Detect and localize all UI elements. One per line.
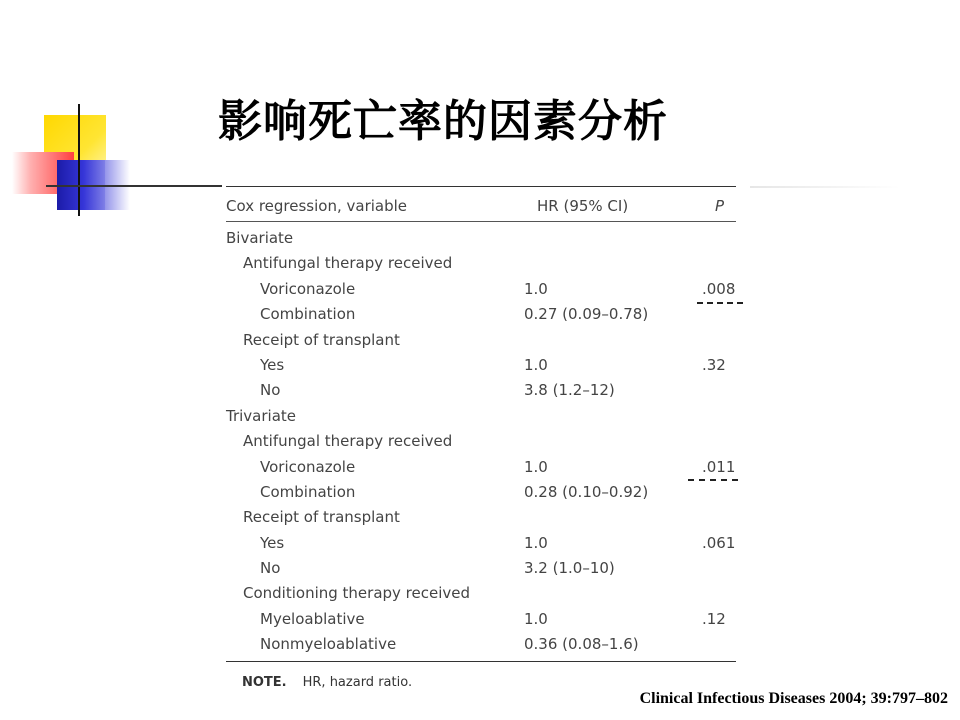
table-row (226, 379, 736, 404)
p-value-dashed-underline (697, 302, 743, 304)
table-body (226, 227, 736, 659)
decor-horizontal-line (46, 185, 222, 187)
row-label: Yes (260, 533, 285, 552)
row-label: No (260, 381, 281, 400)
table-row (226, 481, 736, 506)
table-row (226, 405, 736, 430)
table-row (226, 532, 736, 557)
slide-title: 影响死亡率的因素分析 (218, 96, 668, 147)
row-hr: 1.0 (524, 609, 548, 628)
row-hr: 0.28 (0.10–0.92) (524, 482, 649, 501)
row-p: .011 (702, 457, 736, 476)
row-hr: 1.0 (524, 279, 548, 298)
table-top-rule (226, 186, 736, 187)
header-p: P (715, 197, 725, 215)
table-row (226, 278, 736, 303)
row-label: Myeloablative (260, 609, 365, 628)
table-row (226, 329, 736, 354)
row-label: Receipt of transplant (243, 330, 400, 349)
row-label: Conditioning therapy received (243, 584, 471, 603)
table-row (226, 430, 736, 455)
source-citation: Clinical Infectious Diseases 2004; 39:797–802 (639, 690, 948, 707)
table-row (226, 303, 736, 328)
table-row (226, 582, 736, 607)
row-hr: 1.0 (524, 457, 548, 476)
table-row (226, 608, 736, 633)
row-label: Combination (260, 482, 356, 501)
row-label: Bivariate (226, 229, 294, 247)
row-hr: 1.0 (524, 533, 548, 552)
row-label: Combination (260, 305, 356, 324)
decor-vertical-line (78, 104, 80, 216)
decor-fade-line (750, 186, 900, 188)
row-hr: 0.27 (0.09–0.78) (524, 305, 649, 324)
table-row (226, 557, 736, 582)
table-row (226, 633, 736, 658)
row-hr: 3.2 (1.0–10) (524, 559, 615, 578)
table-row (226, 227, 736, 252)
header-variable: Cox regression, variable (226, 197, 408, 215)
table-row (226, 456, 736, 481)
table-note (242, 675, 412, 690)
table-row (226, 354, 736, 379)
row-hr: 1.0 (524, 355, 548, 374)
table-header-rule (226, 221, 736, 222)
row-label: Nonmyeloablative (260, 635, 397, 654)
p-value-dashed-underline (688, 479, 738, 481)
row-label: Receipt of transplant (243, 508, 400, 527)
table-row (226, 252, 736, 277)
row-label: Yes (260, 355, 285, 374)
row-label: Voriconazole (260, 457, 356, 476)
header-hr: HR (95% CI) (537, 197, 629, 215)
table-row (226, 506, 736, 531)
note-text: HR, hazard ratio. (302, 675, 413, 690)
row-label: Trivariate (226, 406, 296, 425)
row-label: No (260, 559, 281, 578)
note-label: NOTE. (242, 675, 287, 690)
row-p: .12 (702, 609, 726, 628)
table-bottom-rule (226, 661, 736, 662)
row-label: Antifungal therapy received (243, 254, 453, 273)
row-p: .008 (702, 279, 736, 298)
row-hr: 0.36 (0.08–1.6) (524, 635, 639, 654)
row-hr: 3.8 (1.2–12) (524, 381, 615, 400)
row-label: Antifungal therapy received (243, 432, 453, 451)
row-p: .061 (702, 533, 736, 552)
row-label: Voriconazole (260, 279, 356, 298)
row-p: .32 (702, 355, 726, 374)
